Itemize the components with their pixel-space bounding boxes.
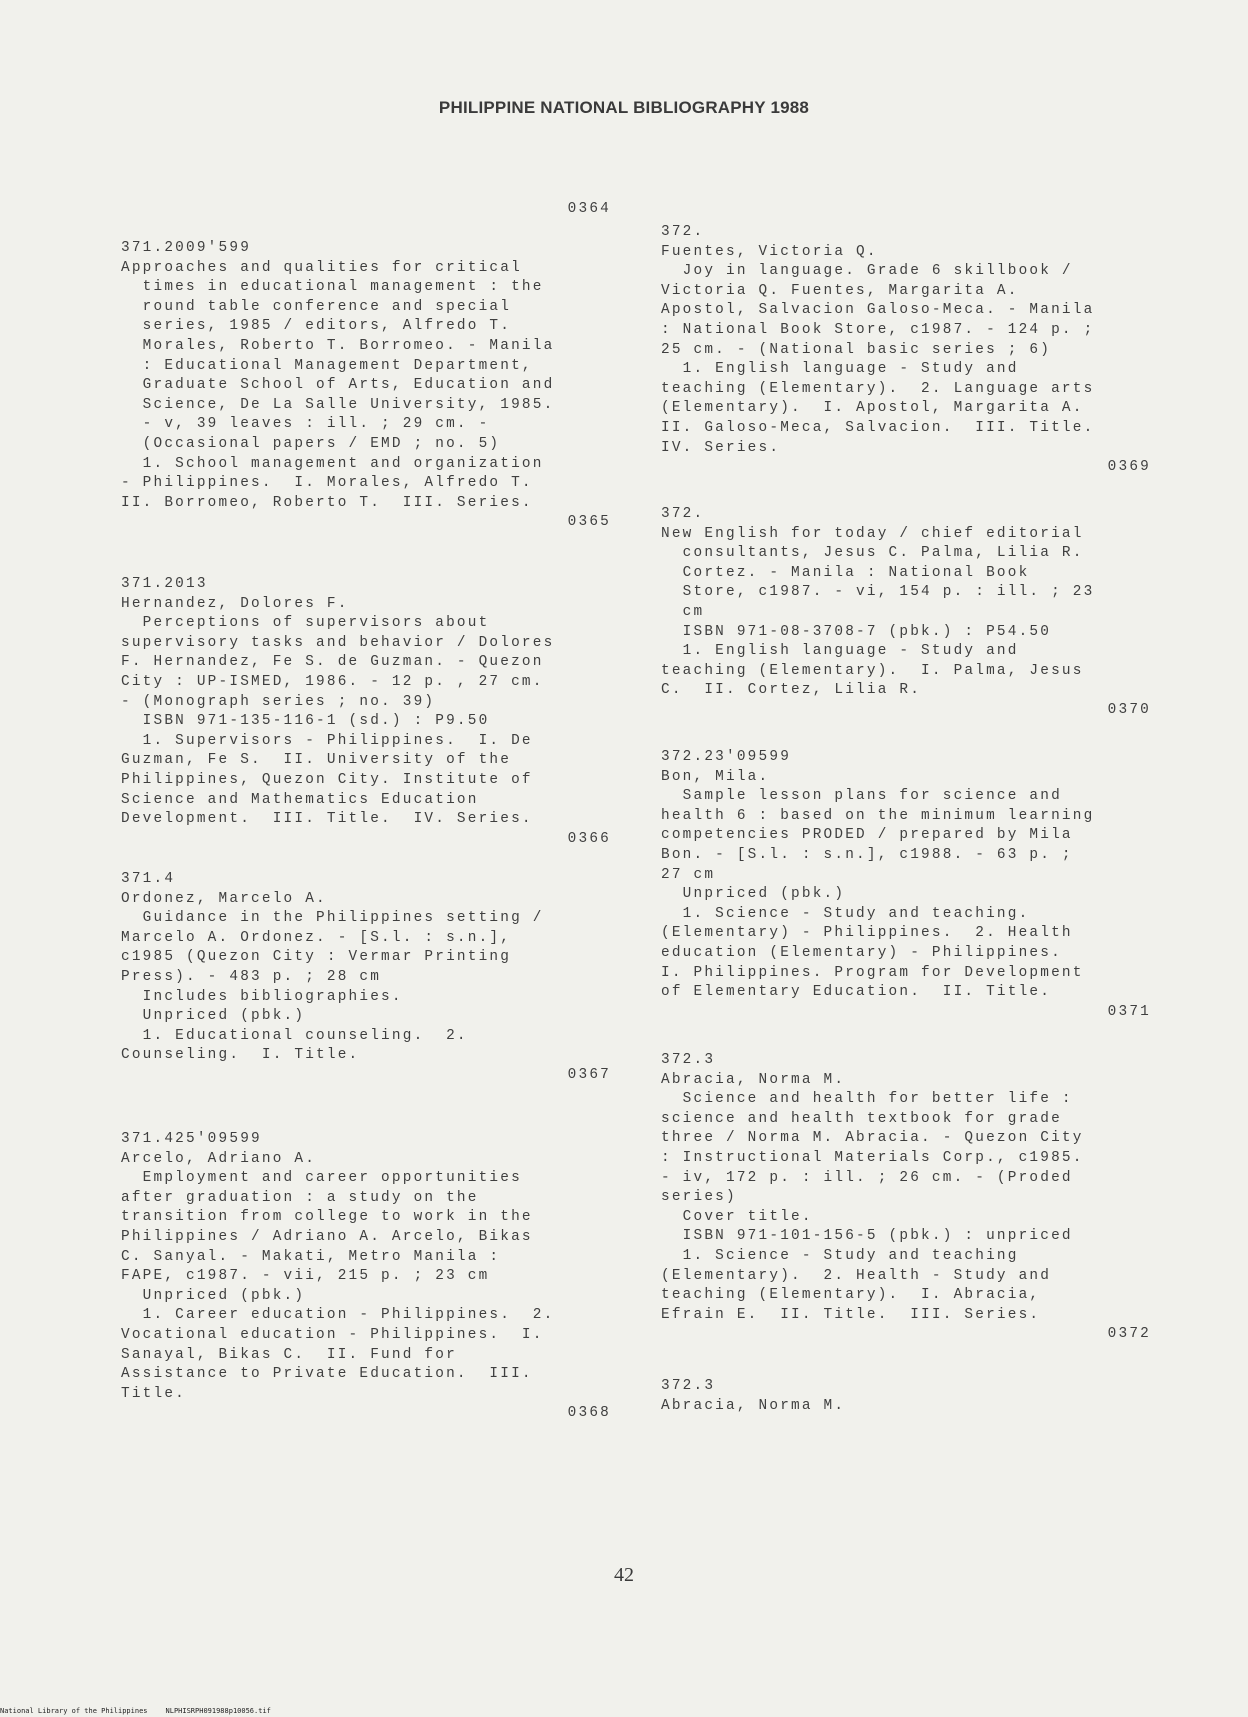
entry-line: of Elementary Education. II. Title.	[661, 984, 1052, 1001]
entry-line: Unpriced (pbk.)	[121, 1287, 306, 1304]
entry-line: 27 cm	[661, 866, 716, 883]
entry-line: C. II. Cortez, Lilia R.	[661, 682, 922, 699]
entry-line: (Elementary) - Philippines. 2. Health	[661, 925, 1073, 942]
entry-line: Guzman, Fe S. II. University of the	[121, 752, 512, 769]
page-header: PHILIPPINE NATIONAL BIBLIOGRAPHY 1988	[438, 98, 810, 117]
entry-number: 0372	[1107, 1326, 1151, 1343]
footer-file: NLPHISRPH091988p10056.tif	[165, 1707, 271, 1715]
entry-line: 1. Supervisors - Philippines. I. De	[121, 732, 533, 749]
entry-line: Victoria Q. Fuentes, Margarita A.	[661, 282, 1019, 299]
entry-line: : Educational Management Department,	[121, 357, 533, 374]
entry-line: 1. English language - Study and	[661, 643, 1019, 660]
entry-line: science and health textbook for grade	[661, 1110, 1062, 1127]
entry-line: II. Galoso-Meca, Salvacion. III. Title.	[661, 419, 1095, 436]
entry-line: Joy in language. Grade 6 skillbook /	[661, 263, 1073, 280]
entry-line: Cortez. - Manila : National Book	[661, 564, 1030, 581]
entry-line: : National Book Store, c1987. - 124 p. ;	[661, 321, 1095, 338]
entry-line: Apostol, Salvacion Galoso-Meca. - Manila	[661, 302, 1095, 319]
entry-line: round table conference and special	[121, 298, 512, 315]
entry-number: 0369	[1107, 459, 1151, 476]
entry-line: teaching (Elementary). 2. Language arts	[661, 380, 1095, 397]
footer-library: National Library of the Philippines	[0, 1707, 148, 1715]
entry-line: 1. Science - Study and teaching.	[661, 905, 1030, 922]
entry-line: New English for today / chief editorial	[661, 525, 1084, 542]
entry-call-number: 372.	[661, 506, 705, 522]
entry-line: 1. Science - Study and teaching	[661, 1247, 1019, 1264]
entry-line: FAPE, c1987. - vii, 215 p. ; 23 cm	[121, 1268, 490, 1285]
entry-line: Science and Mathematics Education	[121, 791, 479, 808]
entry-line: teaching (Elementary). I. Abracia,	[661, 1287, 1041, 1304]
entry-line: I. Philippines. Program for Development	[661, 964, 1084, 981]
entry-line: Includes bibliographies.	[121, 988, 403, 1005]
entry-call-number: 372.3	[661, 1378, 716, 1394]
entry-line: Sample lesson plans for science and	[661, 788, 1062, 805]
entry-number: 0367	[567, 1067, 611, 1083]
entry-line: F. Hernandez, Fe S. de Guzman. - Quezon	[121, 654, 544, 671]
entry-line: Unpriced (pbk.)	[661, 886, 846, 903]
entry-call-number: 372.23'09599	[661, 749, 792, 765]
entry-line: Bon, Mila.	[661, 768, 770, 785]
entry-line: after graduation : a study on the	[121, 1189, 479, 1206]
left-column-top-number: 0364	[567, 201, 611, 217]
entry-line: Abracia, Norma M.	[661, 1397, 846, 1414]
bibliography-entry	[121, 575, 611, 847]
entry-line: series)	[661, 1189, 737, 1206]
entry-number: 0365	[567, 514, 611, 531]
entry-line: Arcelo, Adriano A.	[121, 1150, 317, 1167]
entry-line: Efrain E. II. Title. III. Series.	[661, 1306, 1041, 1323]
entry-line: Unpriced (pbk.)	[121, 1008, 306, 1025]
entry-line: - v, 39 leaves : ill. ; 29 cm. -	[121, 416, 490, 433]
entry-line: (Occasional papers / EMD ; no. 5)	[121, 435, 501, 452]
entry-call-number: 371.4	[121, 871, 176, 887]
entry-line: City : UP-ISMED, 1986. - 12 p. , 27 cm.	[121, 673, 544, 690]
entry-call-number: 372.	[661, 224, 705, 240]
entry-line: Philippines, Quezon City. Institute of	[121, 771, 533, 788]
entry-number: 0371	[1107, 1003, 1151, 1020]
entry-line: teaching (Elementary). I. Palma, Jesus	[661, 662, 1084, 679]
entry-line: - iv, 172 p. : ill. ; 26 cm. - (Proded	[661, 1169, 1073, 1186]
entry-line: ISBN 971-08-3708-7 (pbk.) : P54.50	[661, 623, 1052, 640]
entry-line: Approaches and qualities for critical	[121, 259, 522, 276]
entry-line: Press). - 483 p. ; 28 cm	[121, 968, 382, 985]
entry-line: c1985 (Quezon City : Vermar Printing	[121, 949, 512, 966]
entry-line: Hernandez, Dolores F.	[121, 595, 349, 612]
entry-line: Counseling. I. Title.	[121, 1047, 360, 1064]
bibliography-entry	[661, 505, 1151, 718]
entry-line: Science, De La Salle University, 1985.	[121, 396, 555, 413]
entry-line: 1. Career education - Philippines. 2.	[121, 1307, 555, 1324]
entry-line: Fuentes, Victoria Q.	[661, 243, 878, 260]
entry-line: : Instructional Materials Corp., c1985.	[661, 1149, 1084, 1166]
entry-number: 0370	[1107, 702, 1151, 718]
entry-line: C. Sanyal. - Makati, Metro Manila :	[121, 1248, 501, 1265]
entry-line: Store, c1987. - vi, 154 p. : ill. ; 23	[661, 584, 1095, 601]
entry-line: Graduate School of Arts, Education and	[121, 377, 555, 394]
entry-line: times in educational management : the	[121, 279, 544, 296]
bibliography-entry	[661, 1051, 1151, 1343]
page-number: 42	[614, 1564, 634, 1586]
entry-line: Bon. - [S.l. : s.n.], c1988. - 63 p. ;	[661, 846, 1073, 863]
entry-line: Philippines / Adriano A. Arcelo, Bikas	[121, 1228, 533, 1245]
entry-call-number: 372.3	[661, 1052, 716, 1068]
entry-line: - (Monograph series ; no. 39)	[121, 693, 436, 710]
entry-line: competencies PRODED / prepared by Mila	[661, 827, 1073, 844]
scan-footer	[0, 1707, 289, 1715]
entry-line: 1. School management and organization	[121, 455, 544, 472]
entry-line: ISBN 971-135-116-1 (sd.) : P9.50	[121, 713, 490, 730]
entry-line: Morales, Roberto T. Borromeo. - Manila	[121, 337, 555, 354]
entry-line: - Philippines. I. Morales, Alfredo T.	[121, 475, 533, 492]
entry-line: 25 cm. - (National basic series ; 6)	[661, 341, 1052, 358]
bibliography-entry	[121, 870, 611, 1083]
entry-line: Assistance to Private Education. III.	[121, 1366, 533, 1383]
entry-line: Vocational education - Philippines. I.	[121, 1326, 544, 1343]
entry-line: health 6 : based on the minimum learning	[661, 807, 1095, 824]
entry-line: education (Elementary) - Philippines.	[661, 944, 1062, 961]
entry-line: Ordonez, Marcelo A.	[121, 890, 327, 907]
bibliography-entry	[121, 1130, 611, 1422]
entry-line: three / Norma M. Abracia. - Quezon City	[661, 1130, 1084, 1147]
entry-number: 0366	[567, 830, 611, 847]
bibliography-entry	[661, 1377, 1151, 1416]
entry-line: cm	[661, 603, 705, 620]
entry-line: Marcelo A. Ordonez. - [S.l. : s.n.],	[121, 929, 512, 946]
bibliography-entry	[121, 239, 611, 531]
entry-call-number: 371.2013	[121, 576, 208, 592]
entry-line: 1. Educational counseling. 2.	[121, 1027, 468, 1044]
entry-line: (Elementary). 2. Health - Study and	[661, 1267, 1052, 1284]
entry-line: consultants, Jesus C. Palma, Lilia R.	[661, 545, 1084, 562]
entry-line: Employment and career opportunities	[121, 1170, 522, 1187]
entry-line: 1. English language - Study and	[661, 361, 1019, 378]
entry-number: 0368	[567, 1405, 611, 1422]
entry-call-number: 371.425'09599	[121, 1131, 262, 1147]
entry-line: IV. Series.	[661, 439, 781, 456]
entry-line: II. Borromeo, Roberto T. III. Series.	[121, 494, 533, 511]
entry-line: ISBN 971-101-156-5 (pbk.) : unpriced	[661, 1228, 1073, 1245]
entry-line: Development. III. Title. IV. Series.	[121, 811, 533, 828]
entry-line: Cover title.	[661, 1208, 813, 1225]
entry-call-number: 371.2009'599	[121, 240, 252, 256]
entry-line: Perceptions of supervisors about	[121, 615, 490, 632]
entry-line: (Elementary). I. Apostol, Margarita A.	[661, 400, 1084, 417]
entry-line: Abracia, Norma M.	[661, 1071, 846, 1088]
entry-line: Science and health for better life :	[661, 1091, 1073, 1108]
entry-line: Title.	[121, 1385, 187, 1402]
entry-line: Guidance in the Philippines setting /	[121, 910, 544, 927]
entry-line: transition from college to work in the	[121, 1209, 533, 1226]
entry-line: Sanayal, Bikas C. II. Fund for	[121, 1346, 457, 1363]
bibliography-entry	[661, 223, 1151, 476]
entry-line: series, 1985 / editors, Alfredo T.	[121, 318, 512, 335]
entry-line: supervisory tasks and behavior / Dolores	[121, 634, 555, 651]
bibliography-entry	[661, 748, 1151, 1020]
